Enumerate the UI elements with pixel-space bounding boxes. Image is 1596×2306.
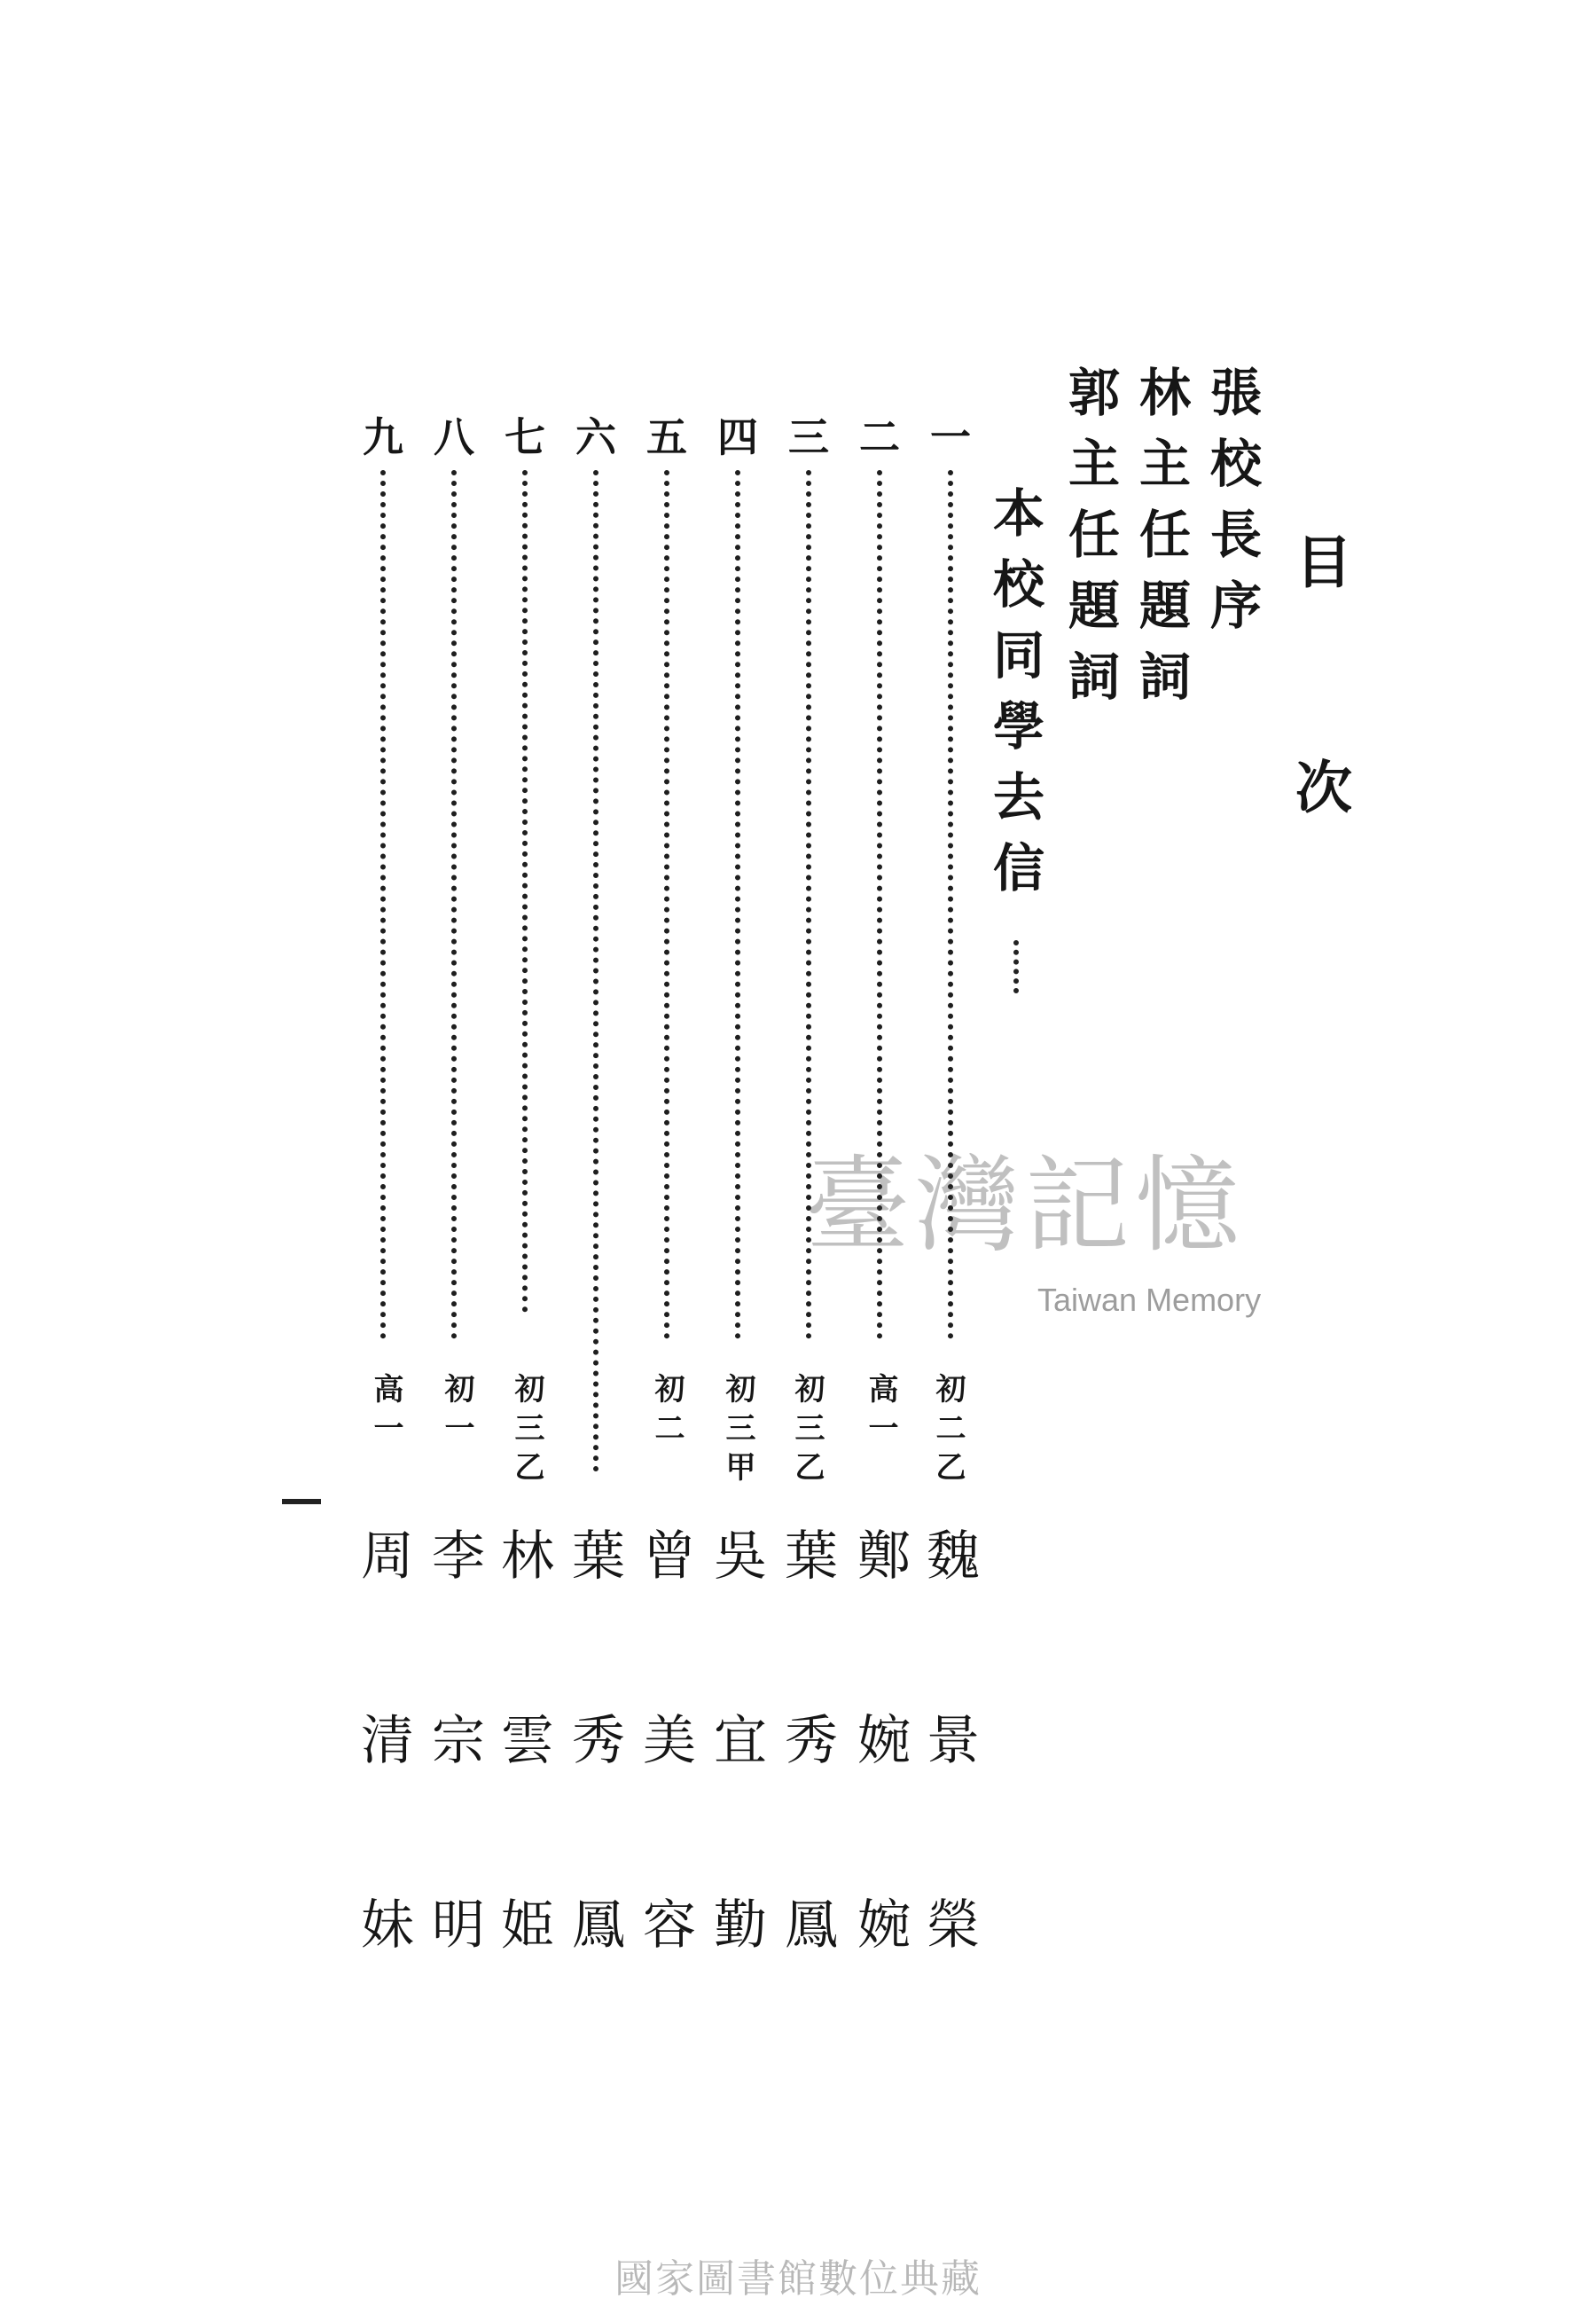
- page-number: [282, 1499, 321, 1504]
- watermark-text-cn: 臺灣記憶: [805, 1144, 1246, 1267]
- entry-name: 林雲姫: [492, 1527, 554, 2081]
- dot-leader: [451, 470, 457, 1339]
- entry-class: 初三乙: [509, 1373, 544, 1490]
- dot-leader: [735, 470, 740, 1339]
- entry-class: 高一: [368, 1373, 403, 1451]
- entry-number: 三: [788, 413, 829, 461]
- entry-class: 初三乙: [789, 1373, 825, 1490]
- entry-class: 初二乙: [930, 1373, 966, 1490]
- entry-name: 鄭婉婉: [849, 1527, 911, 2081]
- entry-name: 吳宜勤: [705, 1527, 767, 2081]
- entry-name: 葉秀鳳: [776, 1527, 838, 2081]
- entry-number: 五: [646, 413, 687, 461]
- entry-class: 高一: [863, 1373, 898, 1451]
- entry-number: 八: [434, 413, 474, 461]
- front-matter-students-letter: 本校同學去信: [984, 486, 1044, 912]
- watermark-text-en: Taiwan Memory: [1037, 1282, 1262, 1318]
- entry-number: 六: [575, 413, 616, 461]
- entry-number: 九: [363, 413, 403, 461]
- entry-class: 初二: [649, 1373, 685, 1451]
- entry-number: 四: [717, 413, 758, 461]
- front-matter-preface: 張校長序: [1201, 365, 1262, 649]
- entry-number: 一: [930, 413, 971, 461]
- entry-number: 二: [859, 413, 900, 461]
- entry-name: 魏景榮: [918, 1527, 980, 2081]
- footer-archive-label: 國家圖書館數位典藏: [614, 2256, 982, 2302]
- entry-name: 周清妹: [352, 1527, 414, 2081]
- entry-number: 七: [505, 413, 545, 461]
- entry-name: 曾美容: [634, 1527, 696, 2081]
- title: 目次: [1286, 532, 1352, 983]
- dot-leader: [664, 470, 669, 1339]
- dot-leader: [380, 470, 386, 1339]
- entry-name: 葉秀鳳: [563, 1527, 625, 2081]
- entry-class: 初一: [439, 1373, 474, 1451]
- dot-leader: [522, 470, 528, 1313]
- dot-leader: [593, 470, 598, 1472]
- entry-name: 李宗明: [423, 1527, 485, 2081]
- dot-leader: [1013, 940, 1019, 993]
- front-matter-inscription-guo: 郭主任題詞: [1060, 365, 1120, 720]
- entry-class: 初三甲: [720, 1373, 755, 1490]
- front-matter-inscription-lin: 林主任題詞: [1130, 365, 1191, 720]
